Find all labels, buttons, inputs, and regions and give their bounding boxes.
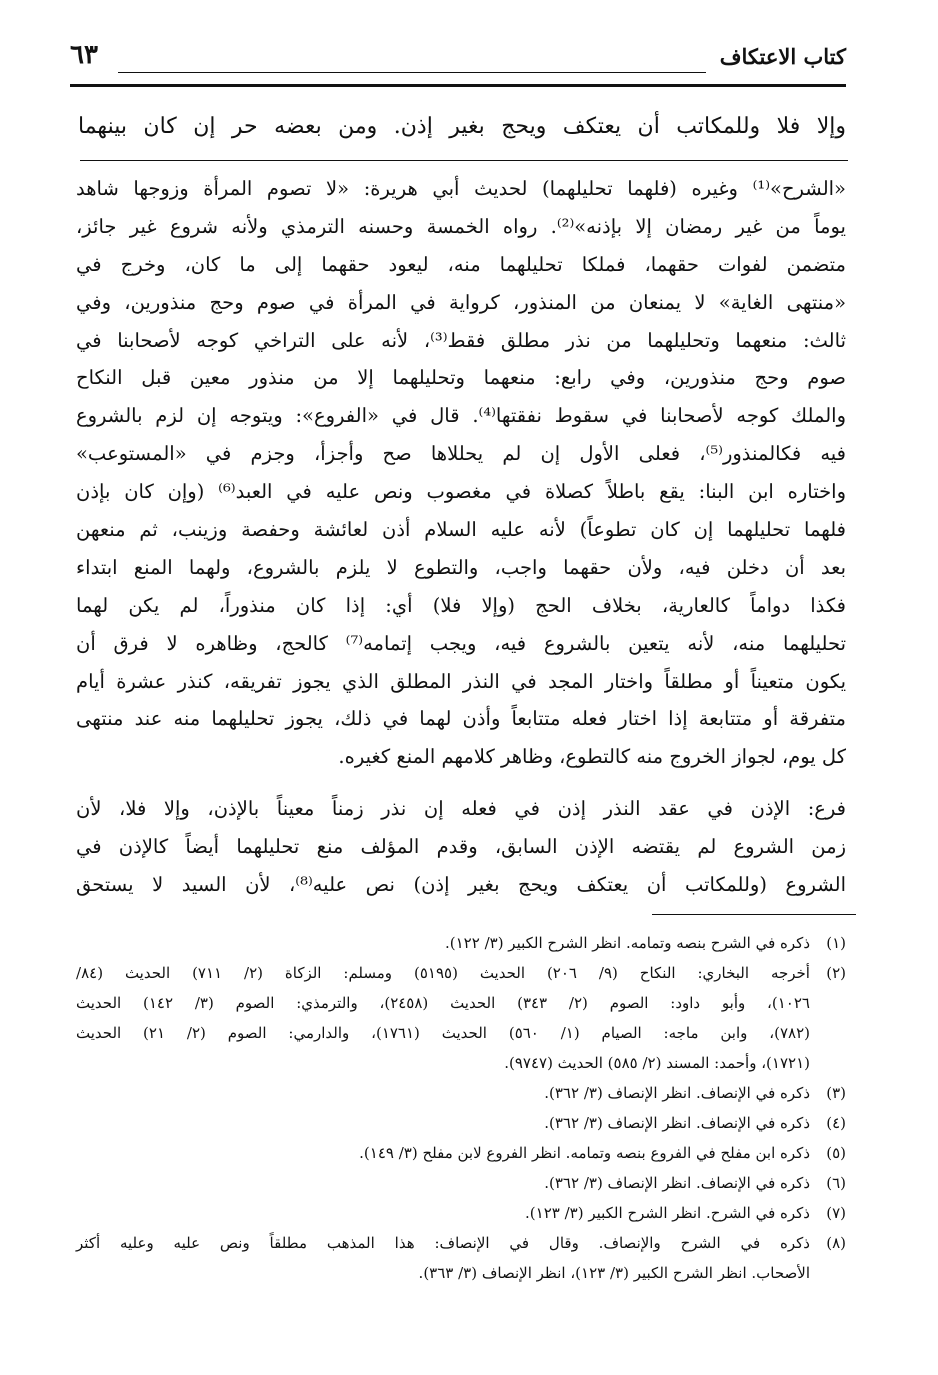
footnote-line — [76, 1138, 846, 1168]
commentary-line: فكذا دواماً كالعارية، بخلاف الحج (وإلا فلا) أي: إذا كان منذوراً، لم يكن لهما — [76, 593, 846, 617]
footnote-line: الأصحاب. انظر الشرح الكبير (٣/ ١٢٣)، انظر الإنصاف (٣/ ٣٦٣). — [418, 1264, 810, 1282]
commentary-line: ثالث: منعهما وتحليلهما من نذر مطلق فقط⁽³⁾، لأنه على التراخي كوجه لأصحابنا في — [76, 328, 846, 352]
footnote-line — [76, 1228, 846, 1258]
footnote-line — [76, 958, 846, 988]
footnote-text: ذكره في الإنصاف. انظر الإنصاف (٣/ ٣٦٢). — [544, 1114, 810, 1132]
commentary-line: فرع: الإذن في عقد النذر إذن في فعله إن نذر زمناً معيناً بالإذن، وإلا فلا، لأن — [76, 797, 846, 821]
footnote-line — [76, 1168, 846, 1198]
footnote-line: ١٠٢٦)، وأبو داود: الصوم (٢/ ٣٤٣) الحديث (٢٤٥٨)، والترمذي: الصوم (٣/ ١٤٢) الحديث — [76, 994, 810, 1012]
commentary-line: الشروع (وللمكاتب أن يعتكف ويحج بغير إذن) نص عليه⁽⁸⁾، لأن السيد لا يستحق — [76, 873, 846, 897]
footnote-line — [76, 1078, 846, 1108]
header-rule — [70, 84, 846, 87]
footnote-number: (٨) — [826, 1234, 846, 1252]
commentary-line: متفرقة أو متتابعة إذا اختار فعله متتابعاً وأذن لهما في ذلك، يجوز تحليلهما منه عند منتهى — [76, 707, 846, 731]
footnote-line: (١٧٢١)، وأحمد: المسند (٢/ ٥٨٥) الحديث (٩٧٤٧). — [504, 1054, 810, 1072]
footnotes — [76, 928, 846, 1288]
matn-separator — [80, 160, 848, 161]
commentary-line: والملك كوجه لأصحابنا في سقوط نفقتها⁽⁴⁾. قال في «الفروع»: ويتوجه إن لزم بالشروع — [76, 404, 846, 428]
footnote-number: (١) — [826, 934, 846, 952]
commentary-line: فيه فكالمنذور⁽⁵⁾، فعلى الأول إن لم يحللاها صح وأجزأ، وجزم في «المستوعب» — [76, 442, 846, 466]
commentary-line: «الشرح»⁽¹⁾ وغيره (فلهما تحليلهما) لحديث أبي هريرة: «لا تصوم المرأة وزوجها شاهد — [76, 177, 846, 200]
commentary-line: زمن الشروع لم يقتضه الإذن السابق، وقدم المؤلف منع تحليلهما أيضاً كالإذن في — [76, 835, 846, 859]
header-rule-short — [118, 72, 706, 73]
footnote-number: (٢) — [826, 964, 846, 982]
commentary-line: متضمن لفوات حقهما، فملكا تحليلهما منه، ليعود حقهما إلى ما كان، وخرج في — [76, 252, 846, 276]
commentary-line: صوم وحج منذورين، وفي رابع: منعهما وتحليلهما إلا من منذور معين قبل النكاح — [76, 366, 846, 390]
footnote-text: أخرجه البخاري: النكاح (٩/ ٢٠٦) الحديث (٥١٩٥) ومسلم: الزكاة (٢/ ٧١١) الحديث (٨٤/ — [76, 964, 810, 982]
page-header — [70, 40, 846, 80]
footnote-line: (٧٨٢)، وابن ماجه: الصيام (١/ ٥٦٠) الحديث (١٧٦١)، والدارمي: الصوم (٢/ ٢١) الحديث — [76, 1024, 810, 1042]
commentary-line: فلهما تحليلهما إن كان تطوعاً) لأنه عليه السلام أذن لعائشة وحفصة وزينب، ثم منعهن — [76, 518, 846, 542]
commentary-line: «منتهى الغاية» لا يمنعان من المنذور، كرواية في المرأة في صوم وحج منذورين، وفي — [76, 290, 846, 314]
footnote-text: ذكره في الشرح بنصه وتمامه. انظر الشرح الكبير (٣/ ١٢٢). — [445, 934, 810, 952]
footnote-separator — [652, 914, 856, 915]
footnote-number: (٦) — [826, 1174, 846, 1192]
footnote-text: ذكره في الإنصاف. انظر الإنصاف (٣/ ٣٦٢). — [544, 1174, 810, 1192]
matn-text: وإلا فلا وللمكاتب أن يعتكف ويحج بغير إذن. ومن بعضه حر إن كان بينهما — [78, 114, 846, 139]
commentary-line: كل يوم، لجواز الخروج منه كالتطوع، وظاهر كلامهم المنع كغيره. — [338, 745, 846, 769]
page-title: كتاب الاعتكاف — [719, 44, 846, 69]
footnote-line — [76, 1108, 846, 1138]
page-number: ٦٣ — [70, 40, 98, 70]
commentary-line: يكون متعيناً أو مطلقاً واختار المجد في النذر المطلق الذي يجوز تفريقه، كنذر عشرة أيام — [76, 669, 846, 693]
footnote-number: (٧) — [826, 1204, 846, 1222]
footnote-number: (٥) — [826, 1144, 846, 1162]
commentary-body — [76, 170, 846, 904]
footnote-text: ذكره في الشرح. انظر الشرح الكبير (٣/ ١٢٣). — [525, 1204, 810, 1222]
commentary-line: واختاره ابن البنا: يقع باطلاً كصلاة في مغصوب ونص عليه في العبد⁽⁶⁾ (وإن كان بإذن — [76, 480, 846, 504]
footnote-number: (٤) — [826, 1114, 846, 1132]
commentary-line: يوماً من غير رمضان إلا بإذنه»⁽²⁾. رواه الخمسة وحسنه الترمذي ولأنه شروع غير جائز، — [76, 214, 846, 238]
footnote-line — [76, 1198, 846, 1228]
footnote-line — [76, 928, 846, 958]
commentary-line: تحليلهما منه، لأنه يتعين بالشروع فيه، ويجب إتمامه⁽⁷⁾ كالحج، وظاهره لا فرق أن — [76, 631, 846, 655]
footnote-text: ذكره في الشرح والإنصاف. وقال في الإنصاف: هذا المذهب مطلقاً ونص عليه وعليه أكثر — [76, 1234, 810, 1252]
footnote-number: (٣) — [826, 1084, 846, 1102]
footnote-text: ذكره في الإنصاف. انظر الإنصاف (٣/ ٣٦٢). — [544, 1084, 810, 1102]
footnote-text: ذكره ابن مفلح في الفروع بنصه وتمامه. انظر الفروع لابن مفلح (٣/ ١٤٩). — [359, 1144, 810, 1162]
commentary-line: بعد أن دخلن فيه، ولأن حقهما واجب، والتطوع لا يلزم بالشروع، ولهما المنع ابتداء — [76, 555, 846, 579]
